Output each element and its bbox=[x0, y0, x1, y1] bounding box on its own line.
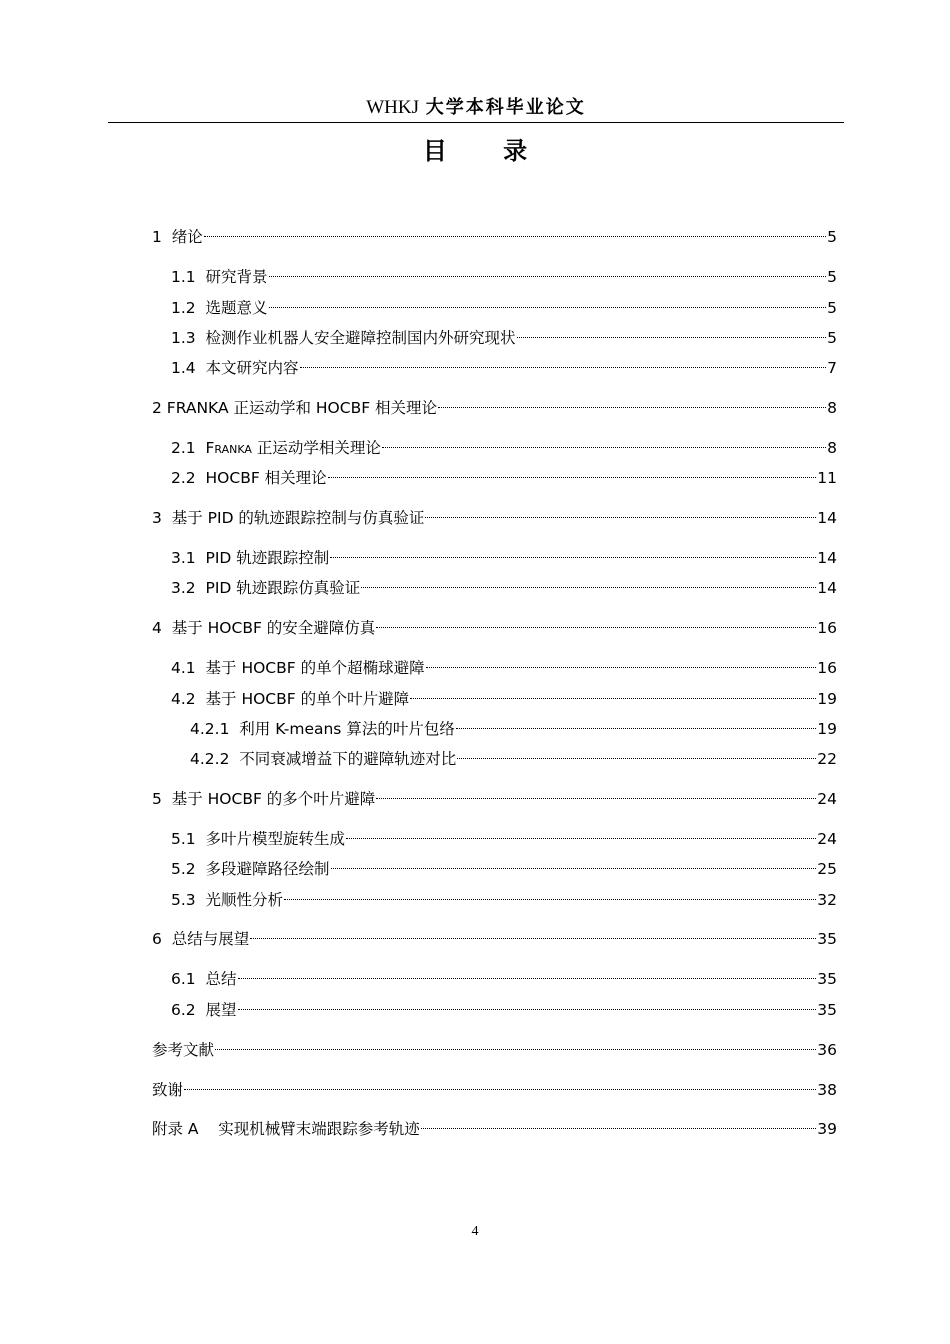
toc-entry[interactable] bbox=[171, 962, 837, 988]
toc-entry[interactable] bbox=[171, 541, 837, 567]
toc-entry-title: 检测作业机器人安全避障控制国内外研究现状 bbox=[205, 329, 516, 347]
toc-entry-page: 8 bbox=[827, 399, 837, 417]
toc-dot-leader bbox=[438, 391, 826, 413]
toc-entry-title: 基于 HOCBF 的单个超椭球避障 bbox=[205, 659, 425, 677]
running-header bbox=[108, 96, 844, 120]
toc-dot-leader bbox=[410, 682, 816, 704]
toc-dot-leader bbox=[330, 541, 816, 563]
page-number: 4 bbox=[471, 1224, 479, 1239]
toc-entry-page: 14 bbox=[817, 549, 837, 567]
toc-entry-page: 5 bbox=[827, 329, 837, 347]
toc-entry-number: 5 bbox=[152, 790, 172, 808]
toc-entry-page: 32 bbox=[817, 891, 837, 909]
toc-entry-number: 2 bbox=[152, 399, 167, 417]
toc-title: 目 录 bbox=[422, 137, 552, 165]
toc-dot-leader bbox=[421, 1112, 817, 1134]
toc-entry-number: 4.1 bbox=[171, 659, 206, 677]
toc-entry-number: 1 bbox=[152, 228, 172, 246]
toc-entry[interactable] bbox=[152, 501, 837, 527]
toc-entry-page: 38 bbox=[817, 1081, 837, 1099]
toc-dot-leader bbox=[250, 922, 816, 944]
toc-entry-page: 35 bbox=[817, 1001, 837, 1019]
toc-entry-title: 总结与展望 bbox=[171, 930, 250, 948]
header-rule bbox=[108, 122, 844, 123]
toc-dot-leader bbox=[300, 351, 827, 373]
toc-entry-number: 6 bbox=[152, 930, 172, 948]
toc-entry-page: 14 bbox=[817, 579, 837, 597]
toc-entry-page: 35 bbox=[817, 970, 837, 988]
toc-entry-title: 基于 PID 的轨迹跟踪控制与仿真验证 bbox=[171, 509, 425, 527]
toc-entry-page: 22 bbox=[817, 750, 837, 768]
toc-dot-leader bbox=[269, 291, 827, 313]
toc-entry[interactable] bbox=[171, 260, 837, 286]
toc-dot-leader bbox=[204, 220, 826, 242]
toc-entry[interactable] bbox=[171, 431, 837, 457]
toc-entry[interactable] bbox=[190, 742, 837, 768]
toc-entry-number: 5.3 bbox=[171, 891, 206, 909]
toc-entry-title: Franka 正运动学相关理论 bbox=[205, 439, 381, 457]
toc-entry[interactable] bbox=[152, 391, 837, 417]
toc-entry-title: 多段避障路径绘制 bbox=[205, 860, 330, 878]
toc-entry-number: 1.2 bbox=[171, 299, 206, 317]
toc-entry-title: 展望 bbox=[205, 1001, 237, 1019]
toc-entry-page: 39 bbox=[817, 1120, 837, 1138]
toc-entry-title: 基于 HOCBF 的单个叶片避障 bbox=[205, 690, 410, 708]
toc-entry[interactable] bbox=[190, 712, 837, 738]
toc-entry-title: 基于 HOCBF 的安全避障仿真 bbox=[171, 619, 376, 637]
toc-dot-leader bbox=[238, 993, 817, 1015]
toc-entry-number: 6.1 bbox=[171, 970, 206, 988]
toc-dot-leader bbox=[426, 651, 817, 673]
toc-dot-leader bbox=[269, 260, 827, 282]
toc-entry[interactable] bbox=[152, 922, 837, 948]
toc-entry-page: 5 bbox=[827, 228, 837, 246]
toc-entry-page: 5 bbox=[827, 299, 837, 317]
toc-entry-title: 绪论 bbox=[171, 228, 203, 246]
toc-entry-page: 25 bbox=[817, 860, 837, 878]
toc-entry-title: 选题意义 bbox=[205, 299, 268, 317]
toc-dot-leader bbox=[284, 883, 816, 905]
toc-entry-title: 附录 A 实现机械臂末端跟踪参考轨迹 bbox=[152, 1120, 420, 1138]
toc-entry-number: 3 bbox=[152, 509, 172, 527]
toc-dot-leader bbox=[346, 822, 816, 844]
toc-entry-title: PID 轨迹跟踪仿真验证 bbox=[205, 579, 361, 597]
toc-entry-number: 5.1 bbox=[171, 830, 206, 848]
toc-entry-page: 36 bbox=[817, 1041, 837, 1059]
toc-entry-page: 19 bbox=[817, 690, 837, 708]
toc-entry[interactable] bbox=[171, 321, 837, 347]
toc-entry[interactable] bbox=[152, 782, 837, 808]
toc-dot-leader bbox=[457, 742, 816, 764]
toc-entry-number: 1.3 bbox=[171, 329, 206, 347]
toc-entry[interactable] bbox=[171, 993, 837, 1019]
toc-entry-page: 35 bbox=[817, 930, 837, 948]
toc-dot-leader bbox=[376, 611, 816, 633]
toc-entry-number: 4.2.1 bbox=[190, 720, 240, 738]
toc-dot-leader bbox=[425, 501, 816, 523]
toc-entry-page: 19 bbox=[817, 720, 837, 738]
toc-entry[interactable] bbox=[152, 1073, 837, 1099]
toc-entry-number: 5.2 bbox=[171, 860, 206, 878]
toc-entry-page: 11 bbox=[817, 469, 837, 487]
toc-entry-title: 基于 HOCBF 的多个叶片避障 bbox=[171, 790, 376, 808]
toc-entry-number: 6.2 bbox=[171, 1001, 206, 1019]
toc-entry-title: PID 轨迹跟踪控制 bbox=[205, 549, 330, 567]
toc-entry[interactable] bbox=[171, 852, 837, 878]
toc-entry-page: 7 bbox=[827, 359, 837, 377]
toc-entry-page: 16 bbox=[817, 659, 837, 677]
header-institution: WHKJ bbox=[366, 97, 420, 118]
toc-dot-leader bbox=[328, 461, 817, 483]
toc-entry-title: 利用 K-means 算法的叶片包络 bbox=[239, 720, 455, 738]
toc-dot-leader bbox=[238, 962, 817, 984]
toc-entry[interactable] bbox=[171, 682, 837, 708]
toc-entry-number: 2.1 bbox=[171, 439, 206, 457]
toc-entry-page: 16 bbox=[817, 619, 837, 637]
toc-entry-number: 1.1 bbox=[171, 268, 206, 286]
toc-entry-title: 多叶片模型旋转生成 bbox=[205, 830, 346, 848]
toc-entry-title: HOCBF 相关理论 bbox=[205, 469, 327, 487]
toc-entry-page: 14 bbox=[817, 509, 837, 527]
toc-entry[interactable] bbox=[171, 822, 837, 848]
toc-entry[interactable] bbox=[171, 351, 837, 377]
toc-entry[interactable] bbox=[152, 220, 837, 246]
toc-entry-title: FRANKA 正运动学和 HOCBF 相关理论 bbox=[166, 399, 438, 417]
toc-entry-page: 24 bbox=[817, 830, 837, 848]
toc-entry-title: 参考文献 bbox=[152, 1041, 215, 1059]
toc-entry-page: 24 bbox=[817, 790, 837, 808]
toc-entry[interactable] bbox=[171, 291, 837, 317]
toc-entry-page: 5 bbox=[827, 268, 837, 286]
toc-entry-page: 8 bbox=[827, 439, 837, 457]
toc-entry-title: 本文研究内容 bbox=[205, 359, 299, 377]
toc-entry[interactable] bbox=[171, 461, 837, 487]
toc-dot-leader bbox=[382, 431, 826, 453]
header-title: 大学本科毕业论文 bbox=[425, 97, 586, 118]
toc-entry[interactable] bbox=[152, 611, 837, 637]
toc-entry-title: 研究背景 bbox=[205, 268, 268, 286]
toc-dot-leader bbox=[456, 712, 816, 734]
toc-entry-title: 总结 bbox=[205, 970, 237, 988]
toc-entry[interactable] bbox=[152, 1112, 837, 1138]
toc-dot-leader bbox=[376, 782, 816, 804]
toc-entry-number: 3.1 bbox=[171, 549, 206, 567]
toc-entry-number: 2.2 bbox=[171, 469, 206, 487]
toc-entry-title: 致谢 bbox=[152, 1081, 184, 1099]
toc-dot-leader bbox=[517, 321, 827, 343]
toc-dot-leader bbox=[331, 852, 817, 874]
toc-entry-number: 1.4 bbox=[171, 359, 206, 377]
toc-entry-number: 4.2 bbox=[171, 690, 206, 708]
toc-entry[interactable] bbox=[152, 1033, 837, 1059]
toc-entry-title: 不同衰减增益下的避障轨迹对比 bbox=[239, 750, 457, 768]
toc-entry-number: 4.2.2 bbox=[190, 750, 240, 768]
toc-entry[interactable] bbox=[171, 883, 837, 909]
toc-dot-leader bbox=[184, 1073, 816, 1095]
toc-entry-number: 3.2 bbox=[171, 579, 206, 597]
toc-dot-leader bbox=[215, 1033, 816, 1055]
toc-entry[interactable] bbox=[171, 571, 837, 597]
toc-entry-title: 光顺性分析 bbox=[205, 891, 284, 909]
toc-dot-leader bbox=[361, 571, 816, 593]
toc-entry-number: 4 bbox=[152, 619, 172, 637]
toc-entry[interactable] bbox=[171, 651, 837, 677]
